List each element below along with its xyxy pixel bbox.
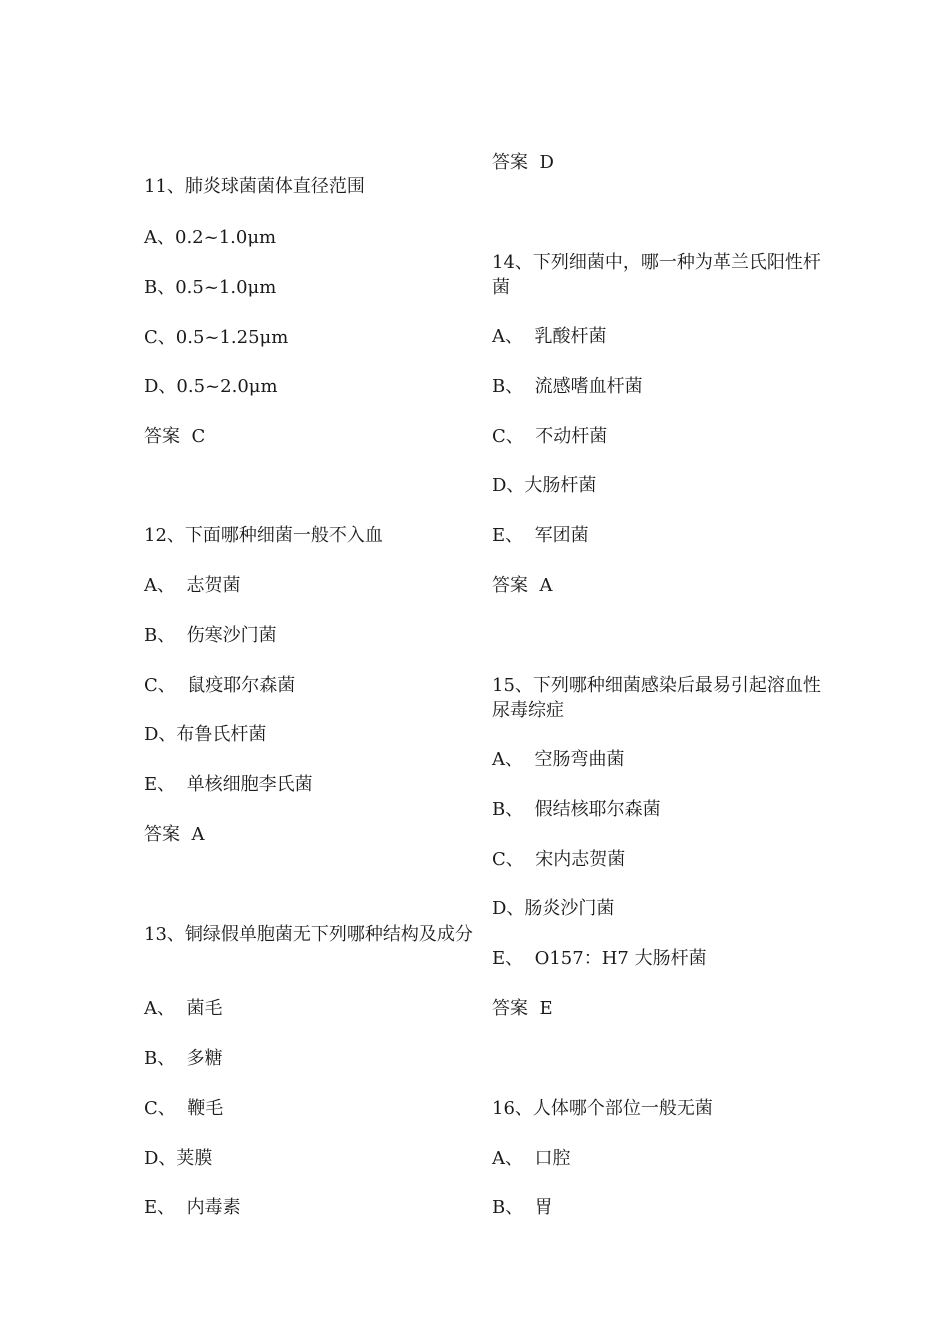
q14-answer: 答案 A [492,575,553,596]
q12-answer: 答案 A [144,824,205,845]
question-14-stem: 14、下列细菌中，哪一种为革兰氏阳性杆菌 [492,252,821,298]
q12-option-b: B、 伤寒沙门菌 [144,625,277,646]
q15-option-b: B、 假结核耶尔森菌 [492,799,661,820]
q11-option-d: D、0.5~2.0μm [144,376,278,397]
q13-option-b: B、 多糖 [144,1048,223,1069]
q12-option-e: E、 单核细胞李氏菌 [144,774,313,795]
q13-answer: 答案 D [492,152,554,173]
question-12-stem: 12、下面哪种细菌一般不入血 [144,525,383,546]
q11-answer: 答案 C [144,426,206,447]
question-11-stem: 11、肺炎球菌菌体直径范围 [144,176,365,197]
q14-option-b: B、 流感嗜血杆菌 [492,376,643,397]
q14-option-a: A、 乳酸杆菌 [492,326,607,347]
q11-option-a: A、0.2~1.0μm [144,227,277,248]
q14-option-d: D、大肠杆菌 [492,475,597,496]
q14-option-e: E、 军团菌 [492,525,589,546]
q12-option-a: A、 志贺菌 [144,575,241,596]
question-15-stem: 15、下列哪种细菌感染后最易引起溶血性尿毒综症 [492,675,821,721]
q15-option-a: A、 空肠弯曲菌 [492,749,625,770]
q16-option-a: A、 口腔 [492,1148,571,1169]
q13-option-d: D、荚膜 [144,1148,213,1169]
q15-answer: 答案 E [492,998,553,1019]
q15-option-d: D、肠炎沙门菌 [492,898,615,919]
q13-option-e: E、 内毒素 [144,1197,241,1218]
question-16-stem: 16、人体哪个部位一般无菌 [492,1098,713,1119]
q14-option-c: C、 不动杆菌 [492,426,608,447]
q12-option-d: D、布鲁氏杆菌 [144,724,267,745]
question-13-stem: 13、铜绿假单胞菌无下列哪种结构及成分 [144,924,473,945]
q15-option-c: C、 宋内志贺菌 [492,849,626,870]
q11-option-b: B、0.5~1.0μm [144,277,277,298]
q12-option-c: C、 鼠疫耶尔森菌 [144,675,296,696]
q13-option-a: A、 菌毛 [144,998,223,1019]
q13-option-c: C、 鞭毛 [144,1098,224,1119]
q15-option-e: E、 O157：H7 大肠杆菌 [492,948,707,969]
q16-option-b: B、 胃 [492,1197,553,1218]
q11-option-c: C、0.5~1.25μm [144,327,289,348]
